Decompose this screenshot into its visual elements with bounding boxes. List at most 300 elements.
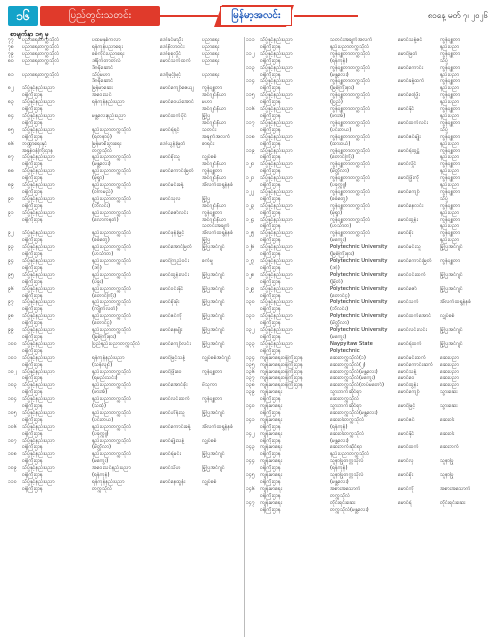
subject: မြို့ပြ bbox=[202, 195, 211, 202]
student-name: မောင်မြင့် bbox=[398, 403, 416, 410]
institution: Polytechnic University bbox=[330, 313, 388, 320]
table-row bbox=[8, 217, 246, 224]
row-number bbox=[8, 306, 22, 313]
row-number bbox=[8, 458, 22, 465]
ministry: သိပ္ပံနှင့်နည်းပညာ bbox=[22, 479, 55, 485]
institution: နည်းပညာတက္ကသိုလ် bbox=[92, 313, 132, 320]
student-name bbox=[160, 306, 202, 313]
institution: နည်းပညာတက္ကသိုလ် bbox=[92, 327, 132, 334]
table-row bbox=[246, 293, 484, 300]
subject: ကွန်ပျူတာ bbox=[440, 92, 461, 99]
table-row bbox=[8, 334, 246, 341]
student-name: မောင်ကောင်း bbox=[398, 64, 424, 71]
subject bbox=[202, 189, 246, 196]
subject bbox=[440, 320, 484, 327]
institution: နည်းပညာတက္ကသိုလ် bbox=[92, 437, 132, 444]
continued-note: စာမျက်နှာ ၁၅ မှ bbox=[10, 30, 49, 38]
ministry: သိပ္ပံနှင့်နည်းပညာ bbox=[22, 230, 55, 237]
subject: ကွန်ပျူတာ bbox=[440, 37, 461, 43]
subject: အင်ဂျင်နီယာ bbox=[202, 119, 227, 126]
institution: ဆေးတက္ကသိုလ်(တပ်မတော်) bbox=[330, 382, 384, 389]
table-row bbox=[8, 272, 246, 279]
table-row bbox=[8, 120, 246, 127]
table-row bbox=[246, 168, 484, 175]
student-name: မောင်လှ bbox=[398, 458, 414, 465]
institution: (ပခုက္ကူ) bbox=[92, 430, 109, 437]
subject bbox=[202, 458, 246, 465]
row-number: ၉၆ bbox=[8, 285, 14, 292]
table-row bbox=[246, 217, 484, 224]
institution: ဆေးတက္ကသိုလ်(မန္တလေး) bbox=[330, 409, 378, 416]
row-number bbox=[8, 265, 22, 272]
institution: ကွန်ပျူတာတက္ကသိုလ် bbox=[330, 175, 371, 182]
table-row bbox=[246, 44, 484, 51]
student-name: မောင်သက် bbox=[398, 299, 419, 306]
ministry: ပညာရေးတက္ကသိုလ် bbox=[22, 71, 60, 78]
subject: သွားဆေး bbox=[440, 403, 458, 410]
student-name: မောင်မင်းထက် bbox=[398, 354, 427, 361]
table-row bbox=[8, 258, 246, 265]
ministry: ကျန်းမာရေးဝန်ကြီးဌာန bbox=[260, 361, 303, 368]
institution: ဆေးတက္ကသိုလ်(၁) bbox=[330, 354, 366, 361]
ministry: ဝန်ကြီးဌာန bbox=[22, 251, 43, 258]
row-number bbox=[8, 486, 22, 493]
institution: နည်းပညာတက္ကသိုလ် bbox=[92, 230, 132, 237]
table-row bbox=[8, 431, 246, 438]
subject: မြို့ပြအင်ဂျင် bbox=[440, 327, 463, 334]
student-name bbox=[160, 203, 202, 210]
row-number bbox=[8, 348, 22, 355]
institution: ဆေးတက္ကသိုလ်(၂) bbox=[330, 361, 366, 368]
row-number: ၈၄ bbox=[8, 112, 14, 119]
subject bbox=[202, 472, 246, 479]
table-row bbox=[246, 92, 484, 99]
student-name bbox=[398, 168, 440, 175]
table-row bbox=[8, 486, 246, 493]
subject: ကွန်ပျူတာ bbox=[440, 216, 461, 223]
subject: စာရင်း bbox=[202, 140, 215, 147]
left-column-table bbox=[8, 37, 246, 493]
student-name: မောင်ကောင်းဆက် bbox=[398, 361, 434, 368]
subject: သတင်းအချက် bbox=[202, 223, 230, 230]
institution: (မိတ္ထီလာ) bbox=[330, 168, 350, 175]
row-number: ၁၁၇ bbox=[246, 119, 255, 126]
table-row bbox=[8, 85, 246, 92]
ministry: ကျန်းမာရေးဝန်ကြီးဌာန bbox=[260, 375, 303, 382]
student-name bbox=[160, 78, 202, 85]
subject: မဟာ bbox=[202, 99, 213, 106]
institution: ကွန်ပျူတာတက္ကသိုလ် bbox=[330, 161, 371, 168]
ministry: ဝန်ကြီးဌာန bbox=[22, 430, 43, 437]
ministry: ကျန်းမာရေးဝန်ကြီးဌာန bbox=[260, 354, 303, 361]
student-name bbox=[398, 44, 440, 51]
row-number: ၁၁၉ bbox=[246, 147, 255, 154]
subject: ဆေးပညာ bbox=[440, 354, 460, 361]
ministry: ဝန်ကြီးဌာန bbox=[260, 396, 281, 403]
table-row bbox=[246, 458, 484, 465]
institution: ကွန်ပျူတာတက္ကသိုလ် bbox=[330, 202, 371, 209]
subject: လျှပ်စစ် bbox=[202, 154, 217, 161]
student-name: မောင်ကျော်ဇေယျ bbox=[160, 85, 194, 92]
table-row bbox=[8, 299, 246, 306]
ministry: ဝန်ကြီးဌာန bbox=[260, 223, 281, 230]
subject: ကွန်ပျူတာ bbox=[440, 188, 461, 195]
ministry: ဝန်ကြီးဌာန bbox=[22, 320, 43, 327]
ministry: ဝန်ကြီးဌာန bbox=[260, 71, 281, 78]
row-number: ၁၃၁ bbox=[246, 313, 255, 320]
row-number bbox=[8, 293, 22, 300]
institution: နည်းပညာတက္ကသိုလ် bbox=[330, 451, 370, 458]
row-number: ၁၁၅ bbox=[246, 92, 255, 99]
table-row bbox=[246, 258, 484, 265]
subject bbox=[202, 65, 246, 72]
student-name bbox=[160, 134, 202, 141]
table-row bbox=[8, 369, 246, 376]
ministry: ပညာရေးတက္ကသိုလ် bbox=[22, 50, 60, 57]
subject: စက်မှု bbox=[202, 258, 213, 264]
table-row bbox=[246, 196, 484, 203]
institution: (ဖားအံ) bbox=[330, 112, 346, 119]
institution: သွားဘက်ဆိုင်ရာ bbox=[330, 403, 362, 410]
institution: (စစ်တွေ) bbox=[330, 195, 348, 202]
row-number: ၁၄၆ bbox=[246, 485, 255, 492]
row-number: ၁၃၇ bbox=[246, 375, 255, 382]
subject: ကွန်ပျူတာ bbox=[440, 119, 461, 126]
subject: အင်ဂျင်နီယာ bbox=[202, 216, 227, 223]
ministry: ဝန်ကြီးဌာန bbox=[260, 154, 281, 161]
table-row bbox=[246, 403, 484, 410]
ministry: သိပ္ပံနှင့်နည်းပညာ bbox=[22, 299, 55, 306]
ministry: ဝန်ကြီးဌာန bbox=[22, 375, 43, 382]
ministry: သိပ္ပံနှင့်နည်းပညာ bbox=[22, 244, 55, 251]
institution: နည်းပညာတက္ကသိုလ် bbox=[92, 451, 132, 458]
subject: နည်းပညာ bbox=[440, 237, 460, 244]
ministry: သိပ္ပံနှင့်နည်းပညာ bbox=[22, 382, 55, 389]
student-name bbox=[160, 375, 202, 382]
student-name bbox=[398, 279, 440, 286]
subject: မြို့ပြအင်ဂျင် bbox=[440, 285, 463, 292]
institution: တိုင်းရင်းဆေး bbox=[330, 499, 356, 506]
row-number: ၁၃၃ bbox=[246, 340, 255, 347]
subject: ဆေးဘက် bbox=[440, 444, 460, 451]
institution: (မန္တလေး) bbox=[330, 71, 349, 78]
student-name bbox=[160, 279, 202, 286]
student-name bbox=[160, 265, 202, 272]
row-number: ၉၅ bbox=[8, 271, 14, 278]
ministry: သိပ္ပံနှင့်နည်းပညာ bbox=[22, 409, 55, 416]
table-row bbox=[246, 389, 484, 396]
table-row bbox=[8, 403, 246, 410]
ministry: ဝန်ကြီးဌာန bbox=[260, 168, 281, 175]
table-row bbox=[246, 479, 484, 486]
subject: ဆေးပညာ bbox=[440, 361, 460, 368]
row-number bbox=[8, 175, 22, 182]
ministry: သိပ္ပံနှင့်နည်းပညာ bbox=[260, 92, 293, 99]
student-name: မောင်ကို bbox=[398, 485, 414, 492]
subject: မြို့ပြအင်ဂျင် bbox=[202, 451, 225, 458]
table-row bbox=[246, 72, 484, 79]
row-number bbox=[246, 265, 260, 272]
ministry: ကျန်းမာရေး bbox=[260, 430, 283, 437]
row-number bbox=[246, 113, 260, 120]
institution: Polytechnic University bbox=[330, 299, 388, 306]
subject: ကွန်ပျူတာ bbox=[202, 368, 223, 375]
table-row bbox=[8, 438, 246, 445]
table-row bbox=[8, 375, 246, 382]
student-name bbox=[398, 237, 440, 244]
institution: (တောင်ငူ) bbox=[92, 320, 112, 327]
subject: မြို့ပြအင်ဂျင် bbox=[202, 340, 225, 347]
table-row bbox=[8, 444, 246, 451]
institution: သူနာပြုတက္ကသိုလ် bbox=[330, 458, 364, 465]
institution: (မြစ်ကြီးနား) bbox=[92, 333, 117, 340]
table-row bbox=[8, 286, 246, 293]
student-name bbox=[398, 396, 440, 403]
table-row bbox=[246, 58, 484, 65]
table-row bbox=[246, 237, 484, 244]
issue-date: ၈၁နေ့ မတ် ၇၊ ၂၀၂၆ bbox=[427, 11, 488, 20]
subject bbox=[440, 507, 484, 514]
ministry: သိပ္ပံနှင့်နည်းပညာ bbox=[22, 112, 55, 119]
table-row bbox=[8, 410, 246, 417]
ministry: ဝန်ကြီးဌာန bbox=[22, 403, 43, 410]
row-number bbox=[246, 451, 260, 458]
ministry: ဝန်ကြီးဌာန bbox=[22, 347, 43, 354]
table-row bbox=[8, 293, 246, 300]
row-number bbox=[246, 438, 260, 445]
table-row bbox=[246, 320, 484, 327]
student-name: မောင်ကျော်လင်း bbox=[160, 340, 191, 347]
row-number: ၈၉ bbox=[8, 182, 14, 189]
institution: (ပင်းတယ) bbox=[92, 416, 114, 423]
subject: အင်ဂျင်နီယာ bbox=[202, 175, 227, 182]
ministry: ကျန်းမာရေးဝန်ကြီးဌာန bbox=[260, 382, 303, 389]
subject: သတင်း bbox=[202, 126, 217, 133]
student-name bbox=[398, 251, 440, 258]
table-row bbox=[8, 223, 246, 230]
student-name bbox=[160, 348, 202, 355]
institution: (မန္တလေး) bbox=[330, 437, 349, 444]
row-number: ၁၀၂ bbox=[8, 368, 17, 375]
student-name: မောင်ဟိန်းသူ bbox=[160, 409, 185, 416]
table-row bbox=[246, 37, 484, 44]
subject: ကွန်ပျူတာ bbox=[440, 106, 461, 113]
table-row bbox=[246, 113, 484, 120]
table-row bbox=[8, 237, 246, 244]
institution: (မြိတ်) bbox=[330, 278, 343, 285]
institution: (ရန်ကုန်) bbox=[330, 465, 348, 472]
table-row bbox=[8, 141, 246, 148]
student-name: မောင်ကြည်ဝင်း bbox=[160, 258, 189, 264]
student-name bbox=[160, 320, 202, 327]
row-number: ၈၅ bbox=[8, 126, 14, 133]
student-name bbox=[398, 465, 440, 472]
institution: Naypyitaw State bbox=[330, 340, 373, 347]
row-number bbox=[246, 99, 260, 106]
institution: နည်းပညာတက္ကသိုလ် bbox=[92, 126, 132, 133]
table-row bbox=[8, 182, 246, 189]
table-row bbox=[246, 141, 484, 148]
row-number bbox=[246, 465, 260, 472]
institution bbox=[92, 348, 160, 355]
ministry: ကျန်းမာရေး bbox=[260, 416, 283, 423]
row-number bbox=[8, 65, 22, 72]
row-number bbox=[246, 223, 260, 230]
row-number bbox=[246, 210, 260, 217]
ministry: ဝန်ကြီးဌာန bbox=[22, 485, 43, 492]
subject bbox=[202, 362, 246, 369]
student-name bbox=[160, 217, 202, 224]
table-row bbox=[246, 106, 484, 113]
subject bbox=[440, 410, 484, 417]
row-number bbox=[246, 479, 260, 486]
ministry: သိပ္ပံနှင့်နည်းပညာ bbox=[22, 396, 55, 403]
row-number: ၁၁၁ bbox=[246, 37, 255, 43]
institution: (စစ်တွေ) bbox=[92, 237, 110, 244]
student-name bbox=[398, 72, 440, 79]
header-rule-right bbox=[294, 15, 358, 17]
table-row bbox=[246, 396, 484, 403]
row-number: ၁၃၈ bbox=[246, 382, 255, 389]
table-row bbox=[246, 65, 484, 72]
student-name: မောင်ထွန်းလင်း bbox=[160, 271, 189, 278]
student-name bbox=[398, 223, 440, 230]
table-row bbox=[8, 424, 246, 431]
ministry: ဝန်ကြီးဌာန bbox=[22, 237, 43, 244]
student-name: မောင်ထက်အောင် bbox=[398, 313, 432, 320]
ministry: သိပ္ပံနှင့်နည်းပညာ bbox=[260, 78, 293, 85]
subject bbox=[202, 444, 246, 451]
ministry: ဝန်ကြီးဌာန bbox=[260, 126, 281, 133]
table-row bbox=[246, 189, 484, 196]
row-number: ၁၁၀ bbox=[8, 479, 17, 485]
institution: ပထမနှစ်ကလာ bbox=[92, 37, 121, 43]
subject: ပညာရေး bbox=[202, 57, 220, 64]
student-name: မောင်ဝေယံအောင် bbox=[160, 99, 194, 106]
row-number: ၁၂၅ bbox=[246, 230, 255, 237]
institution: (မကွေး) bbox=[92, 458, 109, 465]
student-name: မောင်နေလင်း bbox=[398, 202, 424, 209]
row-number bbox=[8, 217, 22, 224]
table-row bbox=[246, 299, 484, 306]
institution: နည်းပညာတက္ကသိုလ် bbox=[92, 299, 132, 306]
student-name bbox=[398, 58, 440, 65]
row-number: ၁၃၉ bbox=[246, 389, 255, 396]
subject: နည်းပညာ bbox=[440, 140, 460, 147]
row-number bbox=[246, 154, 260, 161]
student-name bbox=[160, 161, 202, 168]
institution bbox=[92, 106, 160, 113]
subject bbox=[202, 403, 246, 410]
institution: (မန္တလေး) bbox=[92, 161, 111, 168]
ministry: ဝန်ကြီးဌာန bbox=[22, 188, 43, 195]
table-row bbox=[246, 230, 484, 237]
student-name: မောင်ကောင်းမြတ် bbox=[160, 168, 194, 175]
subject: အီလက်ထရွန်နစ် bbox=[202, 230, 233, 237]
row-number bbox=[8, 472, 22, 479]
institution: ဒီဂရီဆောင် bbox=[92, 64, 114, 71]
row-number bbox=[246, 196, 260, 203]
table-row bbox=[246, 279, 484, 286]
ministry: သိပ္ပံနှင့်နည်းပညာ bbox=[22, 451, 55, 458]
subject: မြို့ပြအင်ဂျင် bbox=[440, 340, 463, 347]
row-number bbox=[246, 293, 260, 300]
institution: ဒီဂရီဆောင် bbox=[92, 78, 114, 85]
ministry: သိပ္ပံနှင့်နည်းပညာ bbox=[22, 99, 55, 106]
table-row bbox=[8, 251, 246, 258]
table-row bbox=[246, 148, 484, 155]
subject: မြို့ပြအင်ဂျင် bbox=[202, 299, 225, 306]
institution: ကွန်ပျူတာတက္ကသိုလ် bbox=[330, 64, 371, 71]
student-name: မောင်သန့် bbox=[398, 368, 417, 375]
subject bbox=[440, 251, 484, 258]
student-name bbox=[398, 210, 440, 217]
row-number bbox=[246, 58, 260, 65]
row-number bbox=[246, 72, 260, 79]
row-number: ၁၂၁ bbox=[246, 175, 255, 182]
student-name: မောင်မျိုးသန့် bbox=[160, 437, 185, 444]
institution bbox=[92, 223, 160, 230]
ministry: သိပ္ပံနှင့်နည်းပညာ bbox=[260, 50, 293, 57]
student-name: မောင်စိုးမိုး bbox=[160, 299, 180, 306]
row-number bbox=[246, 168, 260, 175]
row-number bbox=[246, 396, 260, 403]
ministry: သိပ္ပံနှင့်နည်းပညာ bbox=[22, 126, 55, 133]
ministry: သိပ္ပံနှင့်နည်းပညာ bbox=[260, 161, 293, 168]
table-row bbox=[246, 417, 484, 424]
row-number: ၁၂၂ bbox=[246, 188, 255, 195]
table-row bbox=[246, 472, 484, 479]
institution: ကွန်ပျူတာတက္ကသိုလ် bbox=[330, 230, 371, 237]
table-row bbox=[8, 72, 246, 79]
table-row bbox=[8, 196, 246, 203]
student-name: မောင်ခန့်ထက် bbox=[398, 78, 425, 85]
ministry: ဝန်ကြီးဌာန bbox=[22, 106, 43, 113]
student-name: မောင်သီဟ bbox=[160, 465, 181, 472]
student-name: မောင်ရဲမင်း bbox=[160, 451, 181, 458]
institution: (ဖားအံ) bbox=[92, 389, 108, 396]
student-name: ဒေါ်စုစုလှိုင် bbox=[160, 50, 182, 57]
header-rule-left bbox=[160, 15, 218, 17]
row-number: ၇၇ bbox=[8, 37, 14, 43]
ministry: ဘဏ္ဍာရေးနှင့် bbox=[22, 140, 48, 147]
subject: အစားအသောက် bbox=[440, 485, 471, 492]
ministry: သိပ္ပံနှင့်နည်းပညာ bbox=[22, 354, 55, 361]
institution: မြန်မာ့ဆေး bbox=[92, 85, 113, 92]
table-row bbox=[246, 203, 484, 210]
row-number: ၁၀၅ bbox=[8, 409, 17, 416]
row-number: ၁၁၂ bbox=[246, 50, 255, 57]
table-row bbox=[246, 161, 484, 168]
subject: ကွန်ပျူတာ bbox=[202, 168, 223, 175]
table-row bbox=[246, 362, 484, 369]
row-number bbox=[8, 403, 22, 410]
student-name bbox=[160, 444, 202, 451]
ministry: သိပ္ပံနှင့်နည်းပညာ bbox=[260, 188, 293, 195]
subject bbox=[202, 348, 246, 355]
student-name bbox=[398, 507, 440, 514]
ministry: သိပ္ပံနှင့်နည်းပညာ bbox=[260, 340, 293, 347]
ministry: ဝန်ကြီးဌာန bbox=[260, 278, 281, 285]
table-row bbox=[246, 85, 484, 92]
ministry: ပညာရေးတက္ကသိုလ် bbox=[22, 43, 60, 50]
institution: နည်းပညာတက္ကသိုလ် bbox=[92, 182, 132, 189]
institution: (မုံရွာ) bbox=[330, 209, 343, 216]
ministry bbox=[22, 65, 92, 72]
institution: မြန်မာစီးပွားရေး bbox=[92, 140, 122, 147]
ministry: သိပ္ပံနှင့်နည်းပညာ bbox=[260, 313, 293, 320]
student-name: မောင်ထွန်း bbox=[398, 382, 418, 389]
